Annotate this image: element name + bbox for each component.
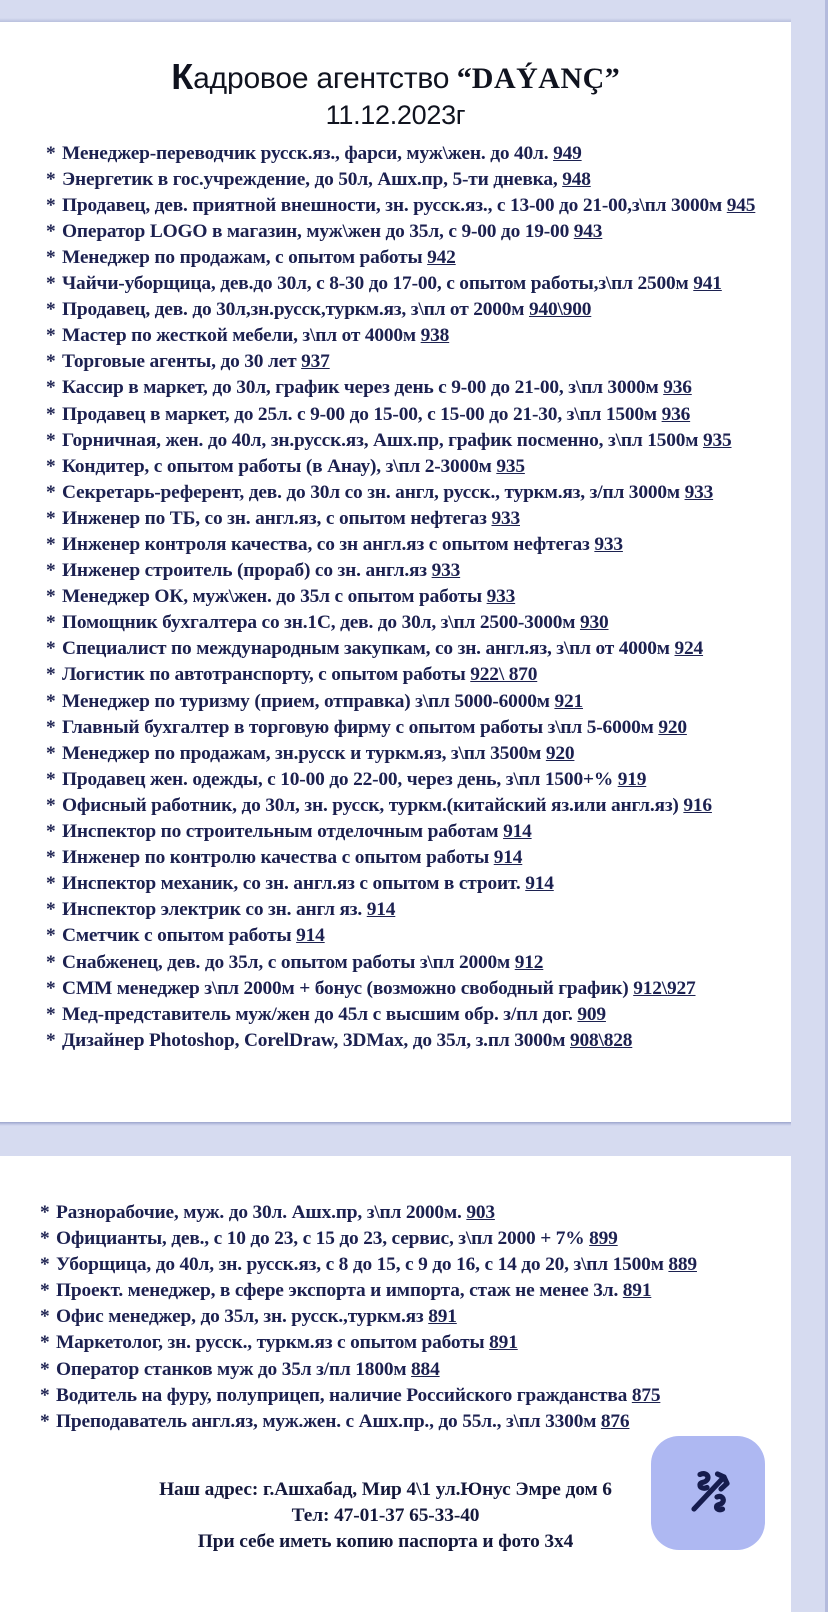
- document-header: [0, 22, 791, 131]
- document-page-1: [0, 22, 791, 1122]
- vacancy-reference-number: 938: [420, 325, 450, 347]
- bullet-star: *: [46, 246, 56, 268]
- bullet-star: *: [46, 455, 56, 477]
- vacancy-description: Менеджер-переводчик русск.яз., фарси, муж\жен. до 40л.: [62, 142, 549, 164]
- document-date: 11.12.2023г: [325, 99, 466, 130]
- vacancy-item: [0, 245, 791, 271]
- vacancy-item: [0, 715, 791, 741]
- vacancy-reference-number: 933: [491, 507, 520, 529]
- page-separator: [0, 1122, 791, 1126]
- bullet-star: *: [46, 194, 56, 216]
- vacancy-reference-number: 909: [577, 1003, 606, 1025]
- bullet-star: *: [46, 377, 56, 399]
- vacancy-reference-number: 919: [617, 768, 647, 790]
- vacancy-item: [0, 793, 791, 819]
- vacancy-reference-number: 943: [573, 220, 603, 242]
- vacancy-description: Инженер контроля качества, со зн англ.яз с опытом нефтегаз: [62, 534, 590, 555]
- vacancy-description: Менеджер ОК, муж\жен. до 35л с опытом работы: [62, 586, 482, 608]
- vacancy-item: [0, 1252, 791, 1278]
- vacancy-description: Инженер по ТБ, со зн. англ.яз, с опытом нефтегаз: [62, 507, 487, 529]
- vacancy-reference-number: 891: [622, 1280, 652, 1302]
- vacancy-description: Инженер по контролю качества с опытом работы: [62, 847, 490, 869]
- bullet-star: *: [46, 507, 56, 529]
- bullet-star: *: [40, 1384, 50, 1406]
- vacancy-description: Менеджер по продажам, с опытом работы: [62, 246, 423, 268]
- vacancy-description: Офис менеджер, до 35л, зн. русск.,туркм.яз: [56, 1306, 424, 1328]
- vacancy-reference-number: 949: [553, 142, 582, 164]
- vacancy-reference-number: 914: [493, 847, 523, 869]
- vacancy-reference-number: 933: [594, 534, 623, 555]
- vacancy-item: [0, 1002, 791, 1028]
- title-latin: DAÝANÇ: [471, 62, 605, 95]
- vacancy-reference-number: 942: [427, 246, 456, 268]
- bullet-star: *: [46, 742, 56, 764]
- vacancy-description: Официанты, дев., с 10 до 23, с 15 до 23, сервис, з\пл 2000 + 7%: [56, 1228, 585, 1250]
- page-title: [0, 56, 791, 97]
- vacancy-item: [0, 1383, 791, 1409]
- bullet-star: *: [46, 586, 56, 608]
- bullet-star: *: [46, 534, 56, 555]
- footer-phone: Тел: 47-01-37 65-33-40: [291, 1504, 480, 1526]
- vacancy-reference-number: 933: [431, 560, 461, 582]
- vacancy-item: [0, 584, 791, 610]
- bullet-star: *: [46, 716, 56, 738]
- vacancy-list-page-2: [0, 1156, 791, 1435]
- vacancy-reference-number: 933: [684, 481, 714, 503]
- title-quote-close: ”: [604, 62, 620, 95]
- vacancy-reference-number: 914: [366, 899, 396, 921]
- vacancy-description: Маркетолог, зн. русск., туркм.яз с опытом работы: [56, 1332, 485, 1354]
- vacancy-description: Горничная, жен. до 40л, зн.русск.яз, Ашх.пр, график посменно, з\пл 1500м: [62, 429, 699, 451]
- vacancy-reference-number: 930: [579, 612, 609, 634]
- vacancy-item: [0, 871, 791, 897]
- vacancy-reference-number: 936: [661, 403, 691, 425]
- vacancy-item: [0, 141, 791, 167]
- vacancy-reference-number: 912: [514, 951, 544, 973]
- bullet-star: *: [46, 560, 56, 582]
- vacancy-item: [0, 297, 791, 323]
- vacancy-description: Сметчик с опытом работы: [62, 925, 292, 947]
- vacancy-description: Оператор LOGO в магазин, муж\жен до 35л, с 9-00 до 19-00: [62, 220, 570, 242]
- title-quote-open: “: [456, 62, 472, 95]
- vacancy-reference-number: 940\900: [528, 299, 592, 321]
- bullet-star: *: [40, 1410, 50, 1432]
- vacancy-item: [0, 897, 791, 923]
- vacancy-reference-number: 889: [668, 1254, 697, 1276]
- vacancy-item: [0, 1330, 791, 1356]
- vacancy-reference-number: 903: [466, 1202, 495, 1223]
- vacancy-description: Инспектор по строительным отделочным работам: [62, 821, 499, 843]
- bullet-star: *: [46, 873, 56, 895]
- bullet-star: *: [46, 429, 56, 451]
- bullet-star: *: [46, 273, 56, 295]
- vacancy-description: Логистик по автотранспорту, с опытом работы: [62, 664, 466, 686]
- vacancy-item: [0, 558, 791, 584]
- bullet-star: *: [46, 794, 56, 816]
- vacancy-description: Мастер по жесткой мебели, з\пл от 4000м: [62, 325, 416, 347]
- bullet-star: *: [46, 403, 56, 425]
- vacancy-description: Главный бухгалтер в торговую фирму с опытом работы з\пл 5-6000м: [62, 716, 654, 738]
- vacancy-item: [0, 532, 791, 558]
- vacancy-description: Мед-представитель муж/жен до 45л с высшим обр. з/пл дог.: [62, 1003, 573, 1025]
- vacancy-reference-number: 937: [301, 351, 330, 373]
- bullet-star: *: [40, 1280, 50, 1302]
- vacancy-item: [0, 480, 791, 506]
- bullet-star: *: [40, 1332, 50, 1354]
- vacancy-description: Кассир в маркет, до 30л, график через день с 9-00 до 21-00, з\пл 3000м: [62, 377, 659, 399]
- vacancy-reference-number: 914: [296, 925, 325, 947]
- bullet-star: *: [46, 821, 56, 843]
- bullet-star: *: [46, 664, 56, 686]
- vacancy-item: [0, 819, 791, 845]
- vacancy-reference-number: 876: [600, 1410, 630, 1432]
- bullet-star: *: [46, 142, 56, 164]
- vacancy-item: [0, 375, 791, 401]
- vacancy-item: [0, 636, 791, 662]
- bullet-star: *: [46, 951, 56, 973]
- vacancy-item: [0, 689, 791, 715]
- vacancy-description: Оператор станков муж до 35л з/пл 1800м: [56, 1358, 407, 1380]
- vacancy-reference-number: 875: [631, 1384, 661, 1406]
- bullet-star: *: [46, 768, 56, 790]
- vacancy-item: [0, 950, 791, 976]
- vacancy-item: [0, 506, 791, 532]
- vacancy-reference-number: 908\828: [569, 1029, 633, 1051]
- vacancy-item: [0, 1409, 791, 1435]
- bullet-star: *: [46, 1029, 56, 1051]
- bullet-star: *: [46, 481, 56, 503]
- bullet-star: *: [46, 847, 56, 869]
- vacancy-description: Продавец, дев. до 30л,зн.русск,туркм.яз, з\пл от 2000м: [62, 299, 525, 321]
- vacancy-description: Торговые агенты, до 30 лет: [62, 351, 297, 373]
- vacancy-item: [0, 1226, 791, 1252]
- vacancy-reference-number: 935: [496, 455, 525, 477]
- vacancy-description: Продавец жен. одежды, с 10-00 до 22-00, через день, з\пл 1500+%: [62, 768, 614, 790]
- vacancy-reference-number: 945: [726, 194, 756, 216]
- title-dropcap: К: [171, 56, 194, 97]
- vacancy-description: Кондитер, с опытом работы (в Анау), з\пл 2-3000м: [62, 455, 492, 477]
- vacancy-description: Преподаватель англ.яз, муж.жен. с Ашх.пр., до 55л., з\пл 3300м: [56, 1410, 597, 1432]
- bullet-star: *: [40, 1358, 50, 1380]
- bullet-star: *: [46, 638, 56, 660]
- vacancy-reference-number: 912\927: [633, 977, 696, 999]
- edit-fab-button[interactable]: [651, 1436, 765, 1550]
- vacancy-item: [0, 454, 791, 480]
- vacancy-description: Инспектор механик, со зн. англ.яз с опытом в строит.: [62, 873, 521, 895]
- vacancy-reference-number: 916: [683, 794, 712, 816]
- vacancy-item: [0, 1278, 791, 1304]
- vacancy-item: [0, 271, 791, 297]
- vacancy-reference-number: 920: [545, 742, 575, 764]
- bullet-star: *: [40, 1202, 50, 1223]
- vacancy-reference-number: 924: [674, 638, 704, 660]
- vacancy-description: СММ менеджер з\пл 2000м + бонус (возможно свободный график): [62, 977, 629, 999]
- bullet-star: *: [46, 690, 56, 712]
- vacancy-item: [0, 323, 791, 349]
- bullet-star: *: [46, 299, 56, 321]
- bullet-star: *: [40, 1254, 50, 1276]
- vacancy-description: Офисный работник, до 30л, зн. русск, туркм.(китайский яз.или англ.яз): [62, 794, 679, 816]
- title-cyrillic: адровое агентство: [193, 62, 450, 95]
- vacancy-reference-number: 948: [562, 168, 591, 190]
- vacancy-description: Инспектор электрик со зн. англ яз.: [62, 899, 363, 921]
- vacancy-item: [0, 1304, 791, 1330]
- vacancy-item: [0, 402, 791, 428]
- vacancy-description: Менеджер по продажам, зн.русск и туркм.яз, з\пл 3500м: [62, 742, 542, 764]
- footer-note: При себе иметь копию паспорта и фото 3х4: [197, 1530, 574, 1552]
- vacancy-item: [0, 167, 791, 193]
- vacancy-description: Чайчи-уборщица, дев.до 30л, с 8-30 до 17-00, с опытом работы,з\пл 2500м: [62, 273, 689, 295]
- vacancy-reference-number: 921: [554, 690, 583, 712]
- vacancy-reference-number: 935: [702, 429, 732, 451]
- vacancy-reference-number: 891: [489, 1332, 518, 1354]
- vacancy-reference-number: 884: [411, 1358, 440, 1380]
- bullet-star: *: [46, 220, 56, 242]
- vacancy-reference-number: 936: [663, 377, 692, 399]
- vacancy-description: Дизайнер Photoshop, CorelDraw, 3DMax, до 35л, з.пл 3000м: [62, 1029, 566, 1051]
- bullet-star: *: [46, 1003, 56, 1025]
- vacancy-description: Продавец, дев. приятной внешности, зн. русск.яз., с 13-00 до 21-00,з\пл 3000м: [62, 194, 723, 216]
- bullet-star: *: [46, 612, 56, 634]
- bullet-star: *: [40, 1306, 50, 1328]
- footer-address: Наш адрес: г.Ашхабад, Мир 4\1 ул.Юнус Эмре дом 6: [159, 1478, 612, 1500]
- vacancy-description: Специалист по международным закупкам, со зн. англ.яз, з\пл от 4000м: [62, 638, 670, 660]
- vacancy-reference-number: 933: [486, 586, 516, 608]
- bullet-star: *: [46, 168, 56, 190]
- edit-pencil-icon: [680, 1465, 736, 1521]
- vacancy-item: [0, 767, 791, 793]
- bullet-star: *: [46, 325, 56, 347]
- vacancy-item: [0, 428, 791, 454]
- vacancy-item: [0, 741, 791, 767]
- vacancy-description: Инженер строитель (прораб) со зн. англ.яз: [62, 560, 427, 582]
- vacancy-item: [0, 1028, 791, 1054]
- vacancy-item: [0, 1357, 791, 1383]
- vacancy-reference-number: 899: [589, 1228, 618, 1250]
- vacancy-description: Помощник бухгалтера со зн.1С, дев. до 30л, з\пл 2500-3000м: [62, 612, 576, 634]
- vacancy-description: Уборщица, до 40л, зн. русск.яз, с 8 до 15, с 9 до 16, с 14 до 20, з\пл 1500м: [56, 1254, 664, 1276]
- vacancy-description: Секретарь-референт, дев. до 30л со зн. англ, русск., туркм.яз, з/пл 3000м: [62, 481, 680, 503]
- vacancy-list-page-1: [0, 131, 791, 1054]
- vacancy-reference-number: 914: [525, 873, 554, 895]
- vacancy-description: Продавец в маркет, до 25л. с 9-00 до 15-00, с 15-00 до 21-30, з\пл 1500м: [62, 403, 657, 425]
- vacancy-item: [0, 219, 791, 245]
- vacancy-description: Снабженец, дев. до 35л, с опытом работы з\пл 2000м: [62, 951, 511, 973]
- vacancy-reference-number: 922\ 870: [470, 664, 538, 686]
- vacancy-reference-number: 891: [428, 1306, 457, 1328]
- bullet-star: *: [46, 977, 56, 999]
- bullet-star: *: [46, 925, 56, 947]
- vacancy-item: [0, 610, 791, 636]
- vacancy-reference-number: 920: [658, 716, 687, 738]
- vacancy-description: Энергетик в гос.учреждение, до 50л, Ашх.пр, 5-ти дневка,: [62, 168, 558, 190]
- vacancy-item: [0, 1200, 791, 1226]
- vacancy-reference-number: 914: [503, 821, 532, 843]
- bullet-star: *: [46, 899, 56, 921]
- vacancy-item: [0, 976, 791, 1002]
- vacancy-description: Проект. менеджер, в сфере экспорта и импорта, стаж не менее 3л.: [56, 1280, 619, 1302]
- vacancy-item: [0, 349, 791, 375]
- bullet-star: *: [46, 351, 56, 373]
- vacancy-item: [0, 662, 791, 688]
- vacancy-item: [0, 923, 791, 949]
- vacancy-item: [0, 845, 791, 871]
- vacancy-item: [0, 193, 791, 219]
- vacancy-description: Разнорабочие, муж. до 30л. Ашх.пр, з\пл 2000м.: [56, 1202, 462, 1223]
- vacancy-reference-number: 941: [693, 273, 722, 295]
- vacancy-description: Менеджер по туризму (прием, отправка) з\пл 5000-6000м: [62, 690, 550, 712]
- vacancy-description: Водитель на фуру, полуприцеп, наличие Российского гражданства: [56, 1384, 628, 1406]
- bullet-star: *: [40, 1228, 50, 1250]
